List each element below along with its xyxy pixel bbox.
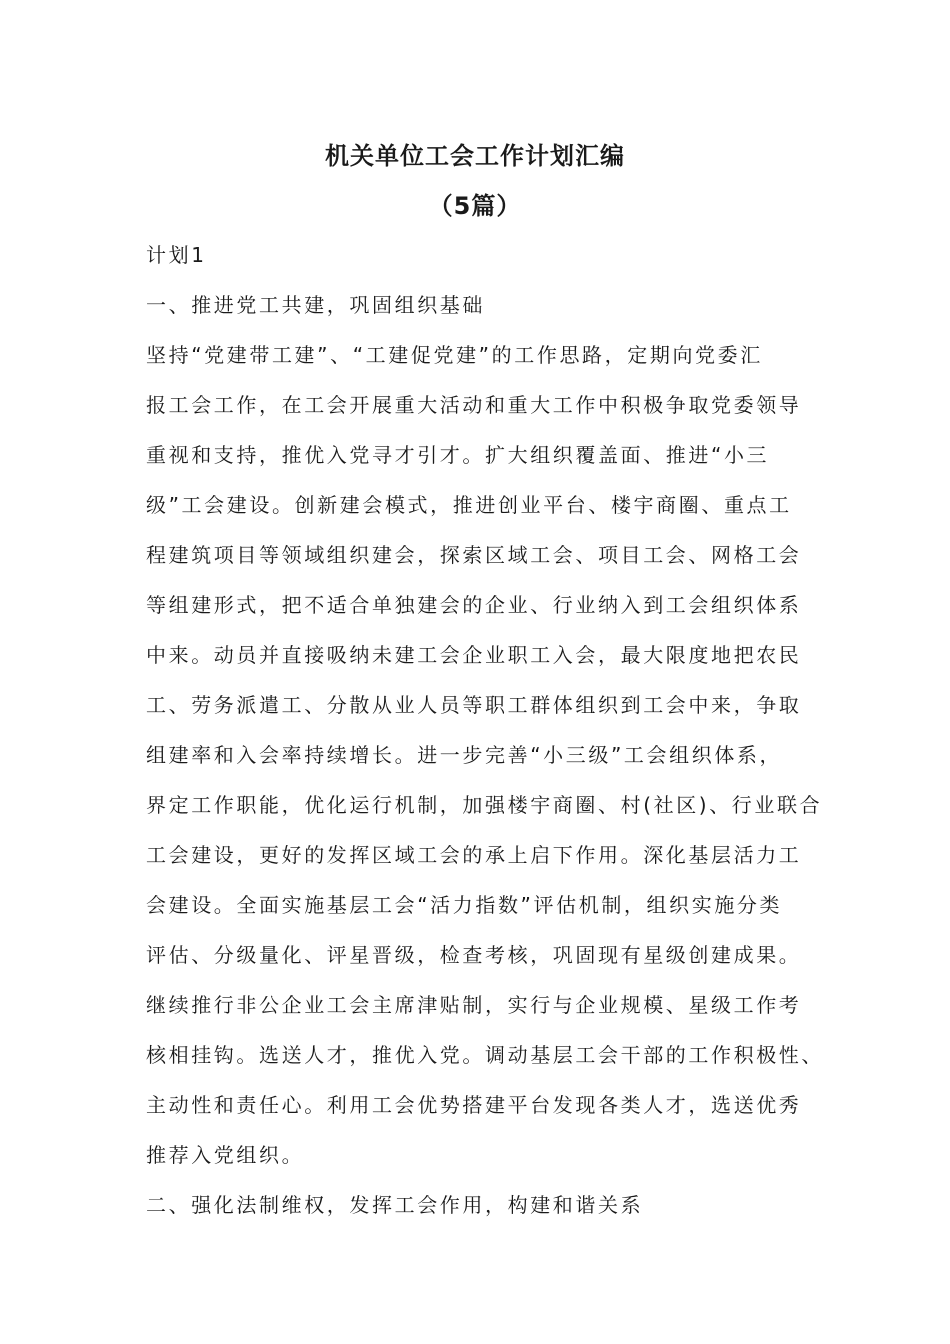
body-line: 程建筑项目等领域组织建会，探索区域工会、项目工会、网格工会	[146, 543, 802, 567]
body-line: 重视和支持，推优入党寻才引才。扩大组织覆盖面、推进“小三	[146, 443, 770, 467]
body-line: 级”工会建设。创新建会模式，推进创业平台、楼宇商圈、重点工	[146, 493, 792, 517]
body-line: 核相挂钩。选送人才，推优入党。调动基层工会干部的工作积极性、	[146, 1043, 824, 1067]
document-subtitle: （5篇）	[428, 192, 522, 220]
document-title: 机关单位工会工作计划汇编	[325, 142, 625, 170]
body-line: 等组建形式，把不适合单独建会的企业、行业纳入到工会组织体系	[146, 593, 802, 617]
body-line: 坚持“党建带工建”、“工建促党建”的工作思路，定期向党委汇	[146, 343, 763, 367]
section-heading-2: 二、强化法制维权，发挥工会作用，构建和谐关系	[146, 1193, 644, 1217]
section-heading-1: 一、推进党工共建，巩固组织基础	[146, 293, 485, 317]
body-line: 工会建设，更好的发挥区域工会的承上启下作用。深化基层活力工	[146, 843, 802, 867]
body-line: 工、劳务派遣工、分散从业人员等职工群体组织到工会中来，争取	[146, 693, 802, 717]
body-line: 继续推行非公企业工会主席津贴制，实行与企业规模、星级工作考	[146, 993, 802, 1017]
plan-label: 计划1	[146, 243, 207, 267]
body-line: 评估、分级量化、评星晋级，检查考核，巩固现有星级创建成果。	[146, 943, 802, 967]
body-line: 组建率和入会率持续增长。进一步完善“小三级”工会组织体系，	[146, 743, 783, 767]
body-line: 会建设。全面实施基层工会“活力指数”评估机制，组织实施分类	[146, 893, 783, 917]
document-body	[146, 230, 826, 1230]
body-line: 中来。动员并直接吸纳未建工会企业职工入会，最大限度地把农民	[146, 643, 802, 667]
body-line: 主动性和责任心。利用工会优势搭建平台发现各类人才，选送优秀	[146, 1093, 802, 1117]
body-line: 界定工作职能，优化运行机制，加强楼宇商圈、村(社区)、行业联合	[146, 793, 823, 817]
body-line: 报工会工作，在工会开展重大活动和重大工作中积极争取党委领导	[146, 393, 802, 417]
body-line: 推荐入党组织。	[146, 1143, 305, 1167]
